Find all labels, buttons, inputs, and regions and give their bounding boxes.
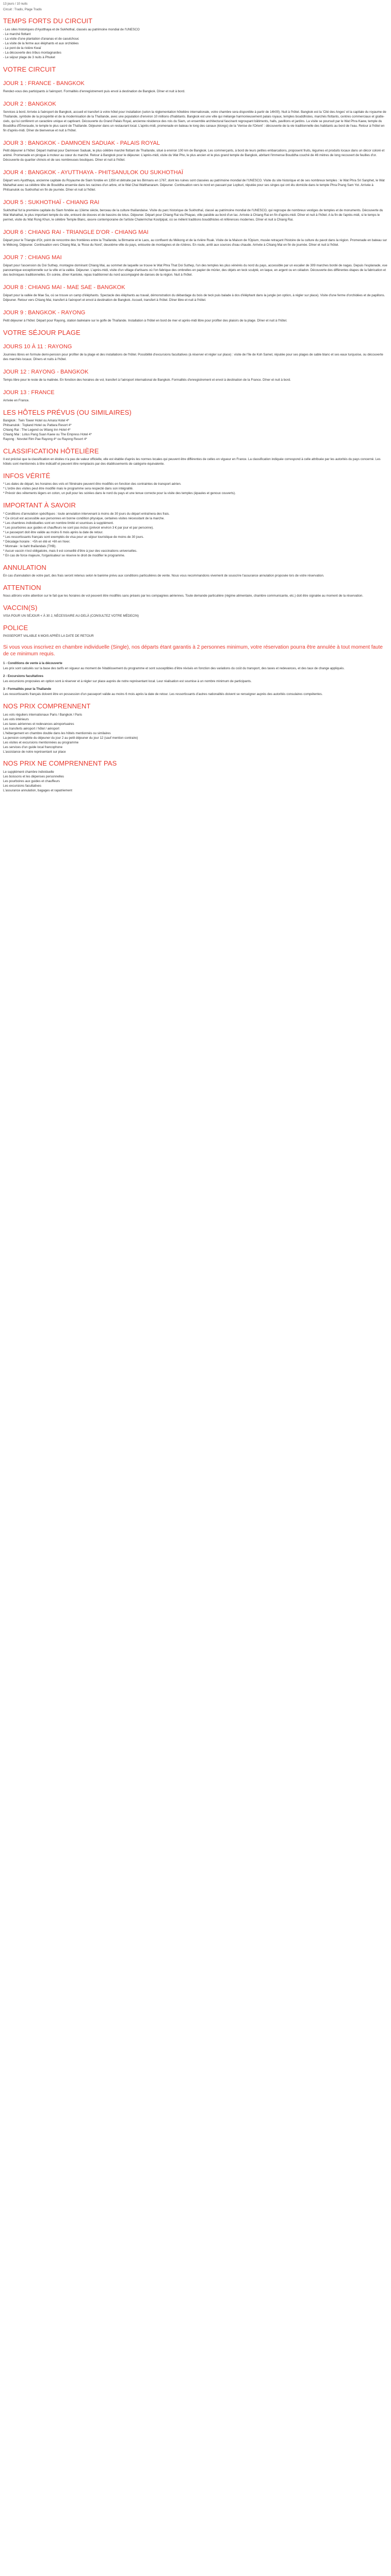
attention-title: ATTENTION <box>3 583 41 591</box>
list-item: * Décalage horaire : +5h en été et +6h en hiver. <box>3 539 71 544</box>
important-list <box>3 512 388 558</box>
page <box>0 0 391 808</box>
list-item: - La visite de la ferme aux éléphants et aux orchidées <box>3 41 79 45</box>
police-text: PASSEPORT VALABLE 6 MOIS APRÈS LA DATE DE RETOUR <box>3 634 94 638</box>
list-item: Les taxes aériennes et redevances aéroportuaires <box>3 722 74 726</box>
highlights-list <box>3 28 388 60</box>
day-title: JOUR 2 : BANGKOK <box>3 100 56 107</box>
list-item: - La visite d'une plantation d'ananas et de caoutchouc <box>3 37 79 41</box>
highlights-title: TEMPS FORTS DU CIRCUIT <box>3 17 93 25</box>
day-text: Départ pour la vallée de Mae Sa, où se trouve un camp d'éléphants. Spectacle des éléphants au travail, démonstration du débardage du bois de teck puis balade à dos d'éléphant dans la jungle (en option, à régler sur place). Visite d'une ferme d'orchidées et de papillons. Déjeuner. Retour vers Chiang Mai, transfert à l'aéroport et envol à destination de Bangkok. Accueil, transfert à l'hôtel. Dîner libre et nuit à l'hôtel. <box>3 293 385 302</box>
important-title: IMPORTANT À SAVOIR <box>3 501 76 510</box>
list-item: - Le séjour plage de 3 nuits à Phuket <box>3 55 55 59</box>
visa-title: INFOS VÉRITÉ <box>3 472 51 480</box>
vaccines-title: VACCIN(S) <box>3 604 38 612</box>
day-block <box>3 80 388 94</box>
price-excludes-title: NOS PRIX NE COMPRENNENT PAS <box>3 759 117 768</box>
price-excludes-list <box>3 770 388 793</box>
day-block <box>3 254 388 278</box>
day-title: JOUR 6 : CHIANG RAI - TRIANGLE D'OR - CHIANG MAI <box>3 229 149 236</box>
day-text: Petit déjeuner à l'hôtel. Départ pour Rayong, station balnéaire sur le golfe de Thaïlande. Installation à l'hôtel en bord de mer et après-midi libre pour profiter des plaisirs de la plage. Dîner et nuit à l'hôtel. <box>3 318 287 323</box>
list-item: * Conditions d'annulation spécifiques : toute annulation intervenant à moins de 30 jours du départ entraînera des frais. <box>3 512 170 516</box>
day-block <box>3 100 388 133</box>
list-item: * Le passeport doit être valide au moins 6 mois après la date de retour. <box>3 530 103 534</box>
attention-text: Nous attirons votre attention sur le fait que les horaires de vol peuvent être modifiés sans préavis par les compagnies aériennes. Toute demande particulière (régime alimentaire, chambre communicante, etc.) doit être signalée au moment de la réservation. <box>3 594 364 598</box>
day-title: JOUR 4 : BANGKOK - AYUTTHAYA - PHITSANULOK OU SUKHOTHAÏ <box>3 170 184 176</box>
list-item: * Les pourboires aux guides et chauffeurs ne sont pas inclus (prévoir environ 3 € par jour et par personne). <box>3 526 154 530</box>
notes-block <box>3 662 388 697</box>
day-title: JOUR 1 : FRANCE - BANGKOK <box>3 80 85 87</box>
day-text: Sukhothaï fut la première capitale du Siam fondée au 13ème siècle, berceau de la culture thaïlandaise. Visite du parc historique de Sukhothaï, classé au patrimoine mondial de l'UNESCO, qui regroupe de nombreux vestiges de temples et de monuments. Découverte du Wat Mahathat, le plus important temple du site, entouré de douves et de bassins de lotus. Déjeuner. Départ pour Chiang Rai via Phayao, ville paisible au bord d'un lac. Arrivée à Chiang Rai en fin d'après-midi. Dîner et nuit à l'hôtel. A la fin de l'après-midi, si le temps le permet, visite du Wat Rong Khun, le célèbre Temple Blanc, œuvre contemporaine de l'artiste Chalermchai Kositpipat, où se mêlent traditions bouddhistes et références modernes. Dîner et nuit à Chiang Rai. <box>3 209 383 222</box>
list-item: Rayong : Novotel Rim Pae Rayong 4* ou Rayong Resort 4* <box>3 437 87 442</box>
list-item: - La découverte des tribus montagnardes <box>3 50 61 55</box>
list-item: * Les ressortissants français sont exemptés de visa pour un séjour touristique de moins de 30 jours. <box>3 535 144 539</box>
day-text: Petit déjeuner à l'hôtel. Départ matinal pour Damnoen Saduak, le plus célèbre marché flottant de Thaïlande, situé à environ 100 km de Bangkok. Les commerçants, à bord de leurs petites embarcations, proposent fruits, légumes et produits locaux dans un décor coloré et animé. Promenade en pirogue à moteur au cœur du marché. Retour à Bangkok pour le déjeuner. L'après-midi, visite du Wat Pho, le plus ancien et le plus grand temple de Bangkok, abritant l'immense Bouddha couché de 46 mètres de long recouvert de feuilles d'or. Découverte du quartier chinois et de ses nombreuses boutiques. Dîner et nuit à l'hôtel. <box>3 149 385 162</box>
day-title: JOUR 3 : BANGKOK - DAMNOEN SADUAK - PALAIS ROYAL <box>3 140 160 146</box>
day-block <box>3 229 388 248</box>
day-title: JOUR 5 : SUKHOTHAÏ - CHIANG RAI <box>3 199 100 206</box>
list-item: Chiang Rai : The Legend ou Wiang Inn Hotel 4* <box>3 428 71 432</box>
list-item: - Le marché flottant <box>3 32 31 36</box>
day-text: Rendez-vous des participants à l'aéroport. Formalités d'enregistrement puis envol à destination de Bangkok. Dîner et nuit à bord. <box>3 89 185 93</box>
hotels-list <box>3 419 388 442</box>
day-block <box>3 368 388 383</box>
day-text: Départ vers Ayutthaya, ancienne capitale du Royaume de Siam fondée en 1350 et détruite par les Birmans en 1767, dont les ruines sont classées au patrimoine mondial de l'UNESCO. Visite du site historique et de ses nombreux temples : le Wat Phra Sri Sanphet, le Wat Mahathat avec sa célèbre tête de Bouddha enserrée dans les racines d'un arbre, et le Wat Chai Watthanaram. Déjeuner. Continuation vers le nord en passant par Lopburi, réputée pour ses singes qui ont élu domicile dans le temple Phra Prang Sam Yot. Arrivée à Phitsanulok ou Sukhothaï en fin de journée. Dîner et nuit à l'hôtel. <box>3 179 385 192</box>
list-item: Les vols réguliers internationaux Paris / Bangkok / Paris <box>3 713 83 717</box>
day-text: Départ pour le Triangle d'Or, point de rencontre des frontières entre la Thaïlande, la Birmanie et le Laos, au confluent du Mékong et de la rivière Ruak. Visite de la Maison de l'Opium, musée retraçant l'histoire de la culture du pavot dans la région. Promenade en bateau sur le Mékong. Déjeuner. Continuation vers Chiang Mai, la 'Rose du Nord', deuxième ville du pays, entourée de montagnes et de rizières. En route, arrêt aux sources d'eau chaude. Arrivée à Chiang Mai en fin de journée. Dîner et nuit à l'hôtel. <box>3 239 387 247</box>
note-heading: 3 - Formalités pour la Thaïlande <box>3 687 52 691</box>
day-text: Services à bord. Arrivée à l'aéroport de Bangkok, accueil et transfert à votre hôtel pour installation (selon la réglementation hôtelière internationale, votre chambre sera disponible à partir de 14h00). Nuit à l'hôtel. Bangkok est la 'Cité des Anges' et la capitale du royaume de Thaïlande, symbole de la prospérité et de la modernisation de la Thaïlande, avec une population d'environ 10 millions d'habitants. Bangkok est une ville qui mélange harmonieusement palais royaux, temples bouddhistes, marchés flottants, centres commerciaux et gratte-ciels, qui lui confèrent un caractère unique et captivant. Découverte du Grand Palais Royal, ancienne résidence des rois du Siam, un ensemble architectural fascinant regroupant bâtiments, halls, pavillons et jardins. La visite se poursuit par le Wat Phra Kaew, temple du Bouddha d'Émeraude, le temple le plus sacré de Thaïlande. Déjeuner dans un restaurant local. L'après-midi, promenade en bateau le long des canaux (klongs) de la 'Venise de l'Orient' : découverte de la vie traditionnelle des habitants au bord de l'eau. Retour à l'hôtel en fin d'après-midi. Dîner de bienvenue et nuit à l'hôtel. <box>3 110 386 132</box>
program-title: VOTRE CIRCUIT <box>3 65 56 73</box>
list-item: Les pourboires aux guides et chauffeurs <box>3 779 60 783</box>
list-item: * Monnaie : le baht thaïlandais (THB). <box>3 544 57 548</box>
day-block <box>3 389 388 403</box>
circuit-line: Circuit : Tradis, Plage Tradis <box>3 8 42 11</box>
day-text: Arrivée en France. <box>3 398 29 402</box>
note-text: Les excursions proposées en option sont à réserver et à régler sur place auprès de notre représentant local. Leur réalisation est soumise à un nombre minimum de participants. <box>3 680 252 684</box>
day-title: JOUR 12 : RAYONG - BANGKOK <box>3 369 89 375</box>
note-text: Les prix sont calculés sur la base des tarifs en vigueur au moment de l'établissement du programme et sont susceptibles d'être révisés en fonction des variations du coût du transport, des taxes et redevances, et des taux de change appliqués. <box>3 667 345 671</box>
list-item: * Les chambres individuelles sont en nombre limité et soumises à supplément. <box>3 521 114 525</box>
classification-text: Il est précisé que la classification en étoiles n'a pas de valeur officielle, elle est établie d'après les normes locales qui peuvent être différentes de celles en vigueur en France. La classification indiquée correspond à celle attribuée par les autorités du pays concerné. Les hôtels sont mentionnés à titre indicatif et peuvent être remplacés par des établissements de catégorie équivalente. <box>3 457 381 466</box>
vaccines-text: VISA POUR UN SÉJOUR < À 30 J, NÉCESSAIRE AU-DELÀ (CONSULTEZ VOTRE MÉDECIN) <box>3 614 139 618</box>
list-item: - Les sites historiques d'Ayutthaya et de Sukhothaï, classés au patrimoine mondial de l'UNESCO <box>3 27 140 31</box>
day-text: Journées libres en formule demi-pension pour profiter de la plage et des installations de l'hôtel. Possibilité d'excursions facultatives (à réserver et régler sur place) : visite de l'île de Koh Samet, réputée pour ses plages de sable blanc et ses eaux turquoise, ou découverte des marchés locaux. Dîners et nuits à l'hôtel. <box>3 353 383 362</box>
list-item: * L'ordre des visites peut être modifié mais le programme sera respecté dans son intégralité. <box>3 487 134 491</box>
list-item: L'assistance de notre représentant sur place <box>3 750 66 754</box>
day-title: JOURS 10 À 11 : RAYONG <box>3 344 72 350</box>
day-block <box>3 199 388 223</box>
day-text: Départ pour l'ascension du Doi Suthep, montagne dominant Chiang Mai, au sommet de laquelle se trouve le Wat Phra That Doi Suthep, l'un des temples les plus vénérés du nord du pays, accessible par un escalier de 309 marches bordé de nagas. Depuis l'esplanade, vue panoramique exceptionnelle sur la ville et la vallée. Déjeuner. L'après-midi, visite d'un village d'artisans où l'on fabrique des ombrelles en papier de mûrier, des objets en teck sculpté, en laque, en argent ou en céladon. Découverte des différentes étapes de la fabrication et des techniques traditionnelles. En soirée, dîner Kantoke, repas traditionnel du nord accompagné de danses de la région. Nuit à l'hôtel. <box>3 264 387 277</box>
list-item: * En cas de force majeure, l'organisateur se réserve le droit de modifier le programme. <box>3 553 125 557</box>
day-block <box>3 284 388 303</box>
day-title: JOUR 9 : BANGKOK - RAYONG <box>3 309 86 316</box>
list-item: * Les dates de départ, les horaires des vols et l'itinéraire peuvent être modifiés en fonction des contraintes de transport aérien. <box>3 482 182 486</box>
day-block <box>3 169 388 193</box>
list-item: Chiang Mai : Lotus Pang Suan Kaew ou The Empress Hotel 4* <box>3 433 92 437</box>
day-block <box>3 343 388 362</box>
hotels-title: LES HÔTELS PRÉVUS (OU SIMILAIRES) <box>3 408 132 416</box>
list-item: Bangkok : Twin Tower Hotel ou Amara Hotel 4* <box>3 419 70 423</box>
annulation-title: ANNULATION <box>3 563 46 571</box>
list-item: * Ce circuit est accessible aux personnes en bonne condition physique, certaines visites nécessitant de la marche. <box>3 516 165 520</box>
day-block <box>3 309 388 324</box>
note-text: Les ressortissants français doivent être en possession d'un passeport valide au moins 6 mois après la date de retour. Les ressortissants d'autres nationalités doivent se renseigner auprès des autorités consulaires compétentes. <box>3 692 323 697</box>
price-includes-list <box>3 713 388 755</box>
note-heading: 1 - Conditions de vente à la découverte <box>3 662 62 666</box>
day-block <box>3 140 388 163</box>
list-item: Les excursions facultatives <box>3 784 41 788</box>
day-text: Temps libre pour le reste de la matinée. En fonction des horaires de vol, transfert à l'aéroport international de Bangkok. Formalités d'enregistrement et envol à destination de la France. Dîner et nuit à bord. <box>3 378 291 382</box>
day-title: JOUR 8 : CHIANG MAI - MAE SAE - BANGKOK <box>3 284 125 291</box>
note-heading: 2 - Excursions facultatives <box>3 674 44 679</box>
list-item: Phitsanulok : Topland Hotel ou Pattara Resort 4* <box>3 423 72 428</box>
visa-list <box>3 482 388 496</box>
day-title: JOUR 7 : CHIANG MAI <box>3 255 62 261</box>
police-title: POLICE <box>3 624 28 632</box>
single-room-alert: Si vous vous inscrivez en chambre individuelle (Single), nos départs étant garantis à 2 personnes minimum, votre réservation pourra être annulée à tout moment faute de ce minimum requis. <box>3 645 383 657</box>
stay-block <box>3 329 388 337</box>
list-item: * Aucun vaccin n'est obligatoire, mais il est conseillé d'être à jour des vaccinations universelles. <box>3 549 137 553</box>
price-includes-title: NOS PRIX COMPRENNENT <box>3 702 91 710</box>
list-item: L'assurance annulation, bagages et rapatriement <box>3 788 72 792</box>
day-title: JOUR 13 : FRANCE <box>3 389 55 396</box>
annulation-text: En cas d'annulation de votre part, des frais seront retenus selon le barème prévu aux conditions particulières de vente. Nous vous recommandons vivement de souscrire l'assurance annulation proposée lors de votre réservation. <box>3 573 324 578</box>
list-item: Les boissons et les dépenses personnelles <box>3 774 64 778</box>
list-item: - Le pont de la rivière Kwaï <box>3 46 41 50</box>
list-item: Les transferts aéroport / hôtel / aéroport <box>3 726 60 731</box>
duration-line: 13 jours / 10 nuits <box>3 3 28 6</box>
list-item: L'hébergement en chambre double dans les hôtels mentionnés ou similaires <box>3 731 111 735</box>
list-item: Les visites et excursions mentionnées au programme <box>3 740 79 744</box>
list-item: Les services d'un guide local francophone <box>3 745 63 749</box>
list-item: La pension complète du déjeuner du jour 2 au petit déjeuner du jour 12 (sauf mention contraire) <box>3 736 138 740</box>
list-item: * Prévoir des vêtements légers en coton, un pull pour les soirées dans le nord du pays et une tenue correcte pour la visite des temples (épaules et genoux couverts). <box>3 492 236 496</box>
classification-title: CLASSIFICATION HÔTELIÈRE <box>3 447 99 455</box>
list-item: Le supplément chambre individuelle <box>3 770 54 774</box>
list-item: Les vols intérieurs <box>3 717 29 721</box>
stay-title: VOTRE SÉJOUR PLAGE <box>3 328 80 336</box>
